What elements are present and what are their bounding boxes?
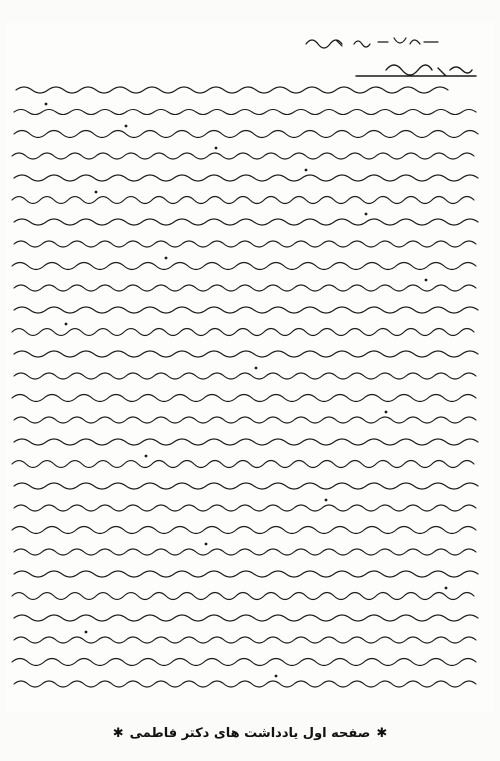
page-caption: صفحه اول یادداشت های دکتر فاطمی	[129, 725, 371, 741]
asterisk-icon: ✱	[112, 725, 124, 741]
handwritten-manuscript-scan	[6, 22, 494, 712]
handwriting-image	[6, 22, 494, 712]
asterisk-icon: ✱	[376, 725, 388, 741]
caption-bar	[0, 716, 500, 750]
